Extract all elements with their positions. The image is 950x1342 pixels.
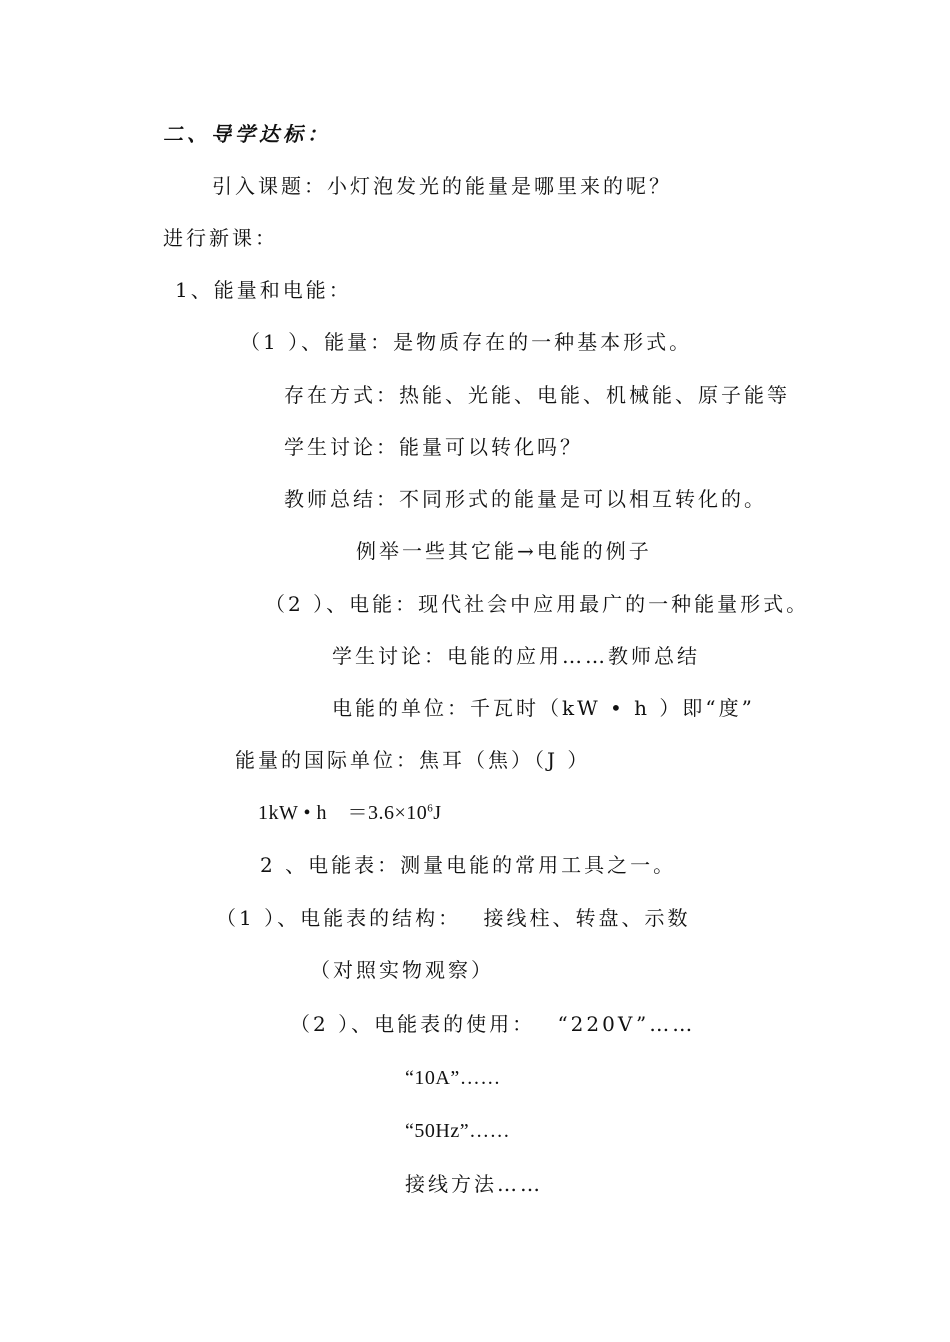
si-unit: 能量的国际单位：焦耳（焦）（J ） bbox=[235, 748, 591, 772]
new-lesson-label: 进行新课： bbox=[163, 226, 278, 250]
electric-discussion: 学生讨论：电能的应用……教师总结 bbox=[332, 644, 700, 668]
conversion-right: J bbox=[433, 802, 442, 824]
part1-title: 1、能量和电能： bbox=[175, 278, 352, 302]
student-discussion: 学生讨论：能量可以转化吗？ bbox=[284, 435, 583, 459]
wiring-method: 接线方法…… bbox=[405, 1172, 543, 1196]
energy-definition: （1 ）、能量：是物质存在的一种基本形式。 bbox=[240, 330, 693, 354]
observe-note: （对照实物观察） bbox=[310, 958, 494, 982]
conversion-exponent: 6 bbox=[427, 802, 434, 815]
conversion-left: 1kW • h ＝3.6×10 bbox=[258, 802, 428, 824]
meter-usage: （2 ）、电能表的使用： “220V”…… bbox=[290, 1012, 696, 1036]
energy-forms: 存在方式：热能、光能、电能、机械能、原子能等 bbox=[284, 383, 790, 407]
part2-title: 2 、电能表：测量电能的常用工具之一。 bbox=[260, 853, 677, 877]
rating-current: “10A”…… bbox=[405, 1067, 501, 1089]
intro-line: 引入课题：小灯泡发光的能量是哪里来的呢？ bbox=[212, 174, 672, 198]
unit-conversion bbox=[258, 799, 442, 827]
section-heading: 二、导学达标： bbox=[163, 122, 331, 146]
electric-unit: 电能的单位：千瓦时（kW • h ）即“度” bbox=[332, 696, 755, 720]
rating-frequency: “50Hz”…… bbox=[405, 1120, 511, 1142]
teacher-summary: 教师总结：不同形式的能量是可以相互转化的。 bbox=[284, 487, 767, 511]
electric-energy-definition: （2 ）、电能：现代社会中应用最广的一种能量形式。 bbox=[265, 592, 810, 616]
meter-structure: （1 ）、电能表的结构： 接线柱、转盘、示数 bbox=[216, 906, 691, 930]
example-line: 例举一些其它能→电能的例子 bbox=[356, 539, 652, 563]
